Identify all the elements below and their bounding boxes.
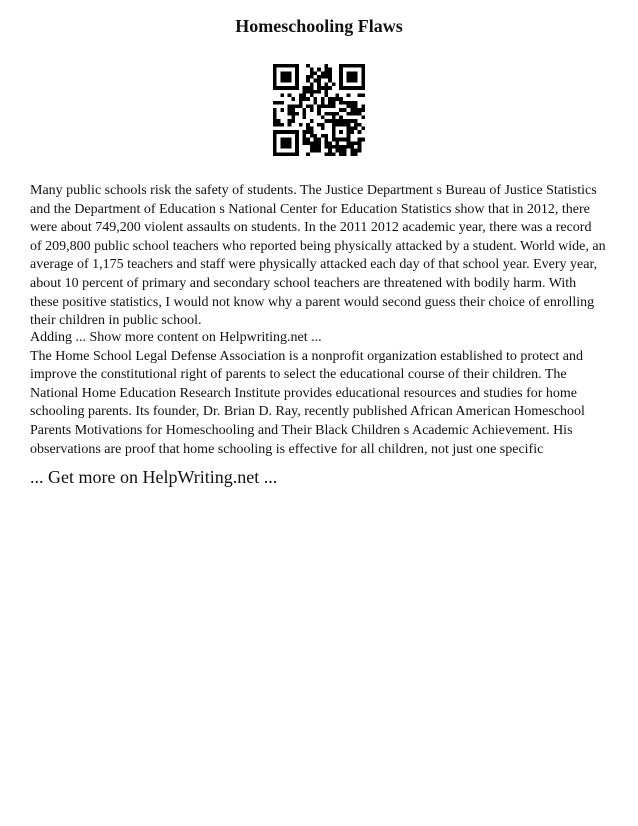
paragraph-line: their children in public school. bbox=[30, 313, 202, 329]
paragraph-line: average of 1,175 teachers and staff were physically attacked each day of that school year. Every year, bbox=[30, 257, 598, 273]
paragraph-line: National Home Education Research Institute provides educational resources and studies for home bbox=[30, 385, 577, 401]
show-more-line[interactable]: Adding ... Show more content on Helpwriting.net ... bbox=[30, 330, 322, 345]
paragraph-line: these positive statistics, I would not know why a parent would second guess their choice of enrolling bbox=[30, 294, 595, 310]
get-more-link[interactable]: ... Get more on HelpWriting.net ... bbox=[30, 467, 278, 487]
paragraph-line: and the Department of Education s National Center for Education Statistics show that in 2012, there bbox=[30, 201, 590, 217]
body-paragraph-2 bbox=[30, 329, 612, 459]
qr-code[interactable] bbox=[273, 64, 365, 156]
body-paragraph-1 bbox=[30, 182, 612, 331]
paragraph-line: Many public schools risk the safety of students. The Justice Department s Bureau of Justice Statistics bbox=[30, 183, 597, 198]
paragraph-line: schooling parents. Its founder, Dr. Brian D. Ray, recently published African American Homeschool bbox=[30, 404, 585, 420]
paragraph-line: of 209,800 public school teachers who reported being physically attacked by a student. World wide, an bbox=[30, 238, 606, 254]
page-title: Homeschooling Flaws bbox=[235, 16, 403, 36]
paragraph-line: were about 749,200 violent assaults on students. In the 2011 2012 academic year, there was a record bbox=[30, 220, 592, 236]
paragraph-line: The Home School Legal Defense Association is a nonprofit organization established to protect and bbox=[30, 348, 583, 364]
paragraph-line: improve the constitutional right of parents to select the educational course of their children. The bbox=[30, 367, 567, 383]
paragraph-line: about 10 percent of primary and secondary school teachers are threatened with bodily harm. With bbox=[30, 275, 577, 291]
paragraph-line: observations are proof that home schooling is effective for all children, not just one specific bbox=[30, 441, 544, 457]
paragraph-line: Parents Motivations for Homeschooling and Their Black Children s Academic Achievement. His bbox=[30, 422, 573, 438]
